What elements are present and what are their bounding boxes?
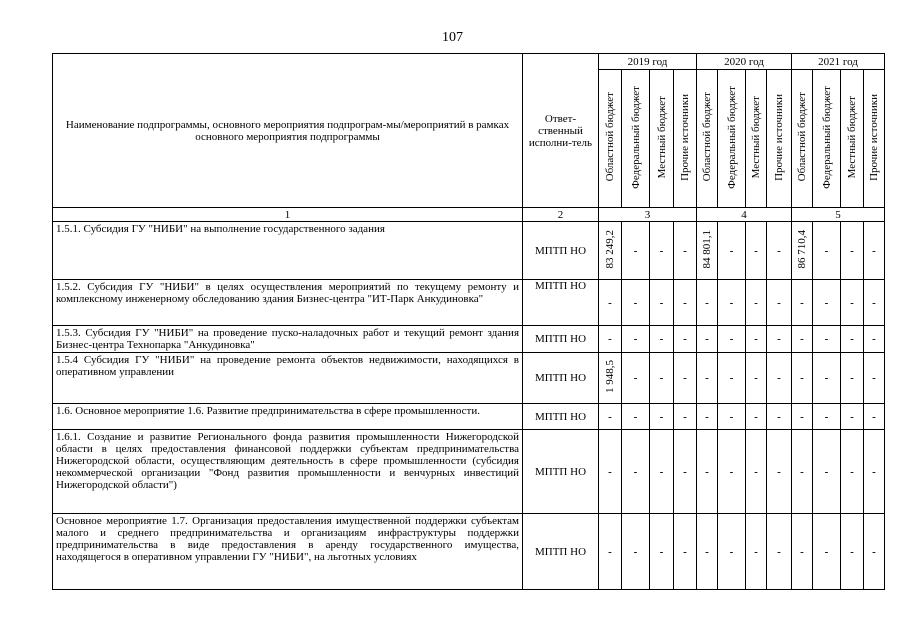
- header-source-label: Федеральный бюджет: [820, 85, 833, 189]
- header-source-label: Местный бюджет: [846, 95, 858, 179]
- value-text: -: [729, 545, 734, 558]
- value-text: -: [659, 296, 664, 309]
- row-value: [813, 353, 841, 404]
- row-value: [599, 430, 622, 514]
- header-source-2-3: [746, 70, 767, 208]
- column-number-5: 5: [792, 208, 885, 222]
- value-text: -: [850, 296, 854, 309]
- row-value: [622, 514, 650, 590]
- row-value: [674, 514, 697, 590]
- header-source-3-4: [864, 70, 885, 208]
- row-value: [650, 514, 674, 590]
- value-text: -: [633, 410, 638, 423]
- row-value: [674, 326, 697, 353]
- value-text: -: [705, 545, 709, 558]
- row-value: [650, 326, 674, 353]
- header-source-label: Прочие источники: [868, 93, 880, 181]
- value-text: -: [633, 333, 638, 345]
- row-value: [864, 353, 885, 404]
- table-row: [53, 353, 885, 404]
- row-value: [792, 514, 813, 590]
- value-text: -: [800, 465, 804, 478]
- row-responsible: МПТП НО: [523, 222, 599, 280]
- row-value: [622, 222, 650, 280]
- row-value: [841, 353, 864, 404]
- header-source-label: Местный бюджет: [655, 95, 668, 179]
- row-name: 1.5.3. Субсидия ГУ "НИБИ" на проведение пуско-наладочных работ и текущий ремонт здания Бизнес-центра Технопарка "Анкудиновка": [53, 326, 523, 353]
- row-value: [792, 222, 813, 280]
- row-value: [864, 404, 885, 430]
- value-text: -: [754, 410, 758, 423]
- header-year-2020: 2020 год: [697, 54, 792, 70]
- row-value: [792, 353, 813, 404]
- value-text: -: [824, 465, 829, 478]
- table-row: [53, 280, 885, 326]
- value-text: -: [608, 410, 612, 423]
- value-text: -: [729, 333, 734, 345]
- row-value: [841, 404, 864, 430]
- header-source-1-2: [622, 70, 650, 208]
- value-text: -: [633, 296, 638, 309]
- row-value: [767, 222, 792, 280]
- row-value: [599, 514, 622, 590]
- value-text: -: [872, 244, 876, 257]
- row-value: [697, 430, 718, 514]
- value-text: -: [777, 372, 781, 384]
- row-value: [813, 280, 841, 326]
- column-number-2: 2: [523, 208, 599, 222]
- row-value: [622, 353, 650, 404]
- row-value: [718, 404, 746, 430]
- header-year-2019: 2019 год: [599, 54, 697, 70]
- value-text: -: [633, 372, 638, 384]
- row-value: [650, 353, 674, 404]
- header-column-numbers-row: [53, 208, 885, 222]
- value-text: -: [777, 296, 781, 309]
- table-row: [53, 222, 885, 280]
- value-text: -: [800, 410, 804, 423]
- row-value: [767, 430, 792, 514]
- row-responsible: МПТП НО: [523, 404, 599, 430]
- row-value: [599, 280, 622, 326]
- value-text: -: [777, 545, 781, 558]
- row-responsible: МПТП НО: [523, 280, 599, 326]
- value-text: -: [659, 545, 664, 558]
- value-text: -: [800, 296, 804, 309]
- header-name-column: Наименование подпрограммы, основного мероприятия подпрограм-мы/мероприятий в рамках основного мероприятия подпрограммы: [53, 54, 523, 208]
- row-value: [767, 404, 792, 430]
- row-value: [650, 280, 674, 326]
- row-value: [674, 222, 697, 280]
- value-text: -: [872, 410, 876, 423]
- value-text: -: [729, 372, 734, 384]
- row-value: [841, 280, 864, 326]
- header-source-3-3: [841, 70, 864, 208]
- row-value: [674, 353, 697, 404]
- row-value: [864, 326, 885, 353]
- value-text: -: [824, 244, 829, 257]
- value-text: -: [824, 545, 829, 558]
- header-source-1-4: [674, 70, 697, 208]
- row-name: 1.5.1. Субсидия ГУ "НИБИ" на выполнение государственного задания: [53, 222, 523, 280]
- row-value: [813, 514, 841, 590]
- row-value: [813, 430, 841, 514]
- header-source-label: Областной бюджет: [701, 92, 713, 182]
- row-value: [622, 404, 650, 430]
- row-value: [622, 430, 650, 514]
- value-text: 84 801,1: [701, 229, 713, 269]
- value-text: 83 249,2: [604, 229, 616, 269]
- row-value: [697, 404, 718, 430]
- row-value: [622, 280, 650, 326]
- value-text: -: [754, 545, 758, 558]
- table-row: [53, 430, 885, 514]
- row-value: [697, 222, 718, 280]
- value-text: -: [683, 333, 687, 345]
- row-value: [864, 280, 885, 326]
- row-value: [767, 353, 792, 404]
- value-text: -: [659, 244, 664, 257]
- value-text: -: [659, 465, 664, 478]
- row-value: [674, 404, 697, 430]
- header-source-label: Прочие источники: [679, 93, 691, 181]
- header-responsible-column: Ответ-ственный исполни-тель: [523, 54, 599, 208]
- row-value: [864, 430, 885, 514]
- value-text: -: [777, 465, 781, 478]
- row-value: [813, 326, 841, 353]
- value-text: -: [729, 244, 734, 257]
- row-value: [697, 514, 718, 590]
- table-row: [53, 326, 885, 353]
- value-text: -: [659, 333, 664, 345]
- value-text: -: [850, 465, 854, 478]
- value-text: -: [754, 296, 758, 309]
- value-text: -: [633, 465, 638, 478]
- value-text: -: [729, 465, 734, 478]
- row-value: [792, 404, 813, 430]
- row-value: [718, 280, 746, 326]
- value-text: -: [683, 410, 687, 423]
- row-value: [718, 326, 746, 353]
- page-number: 107: [442, 30, 463, 45]
- row-value: [841, 430, 864, 514]
- row-value: [622, 326, 650, 353]
- row-value: [792, 326, 813, 353]
- row-value: [746, 430, 767, 514]
- row-value: [718, 430, 746, 514]
- value-text: -: [777, 333, 781, 345]
- row-value: [599, 353, 622, 404]
- table-row: [53, 404, 885, 430]
- row-name: 1.6.1. Создание и развитие Регионального фонда развития промышленности Нижегородской области в целях предоставления финансовой поддержки субъектам предпринимательства Нижегородской области, осуществляющим деятельность в сфере промышленности (субсидия некоммерческой организации "Фонд развития промышленности и венчурных инвестиций Нижегородской области"): [53, 430, 523, 514]
- row-value: [718, 222, 746, 280]
- value-text: 1 948,5: [604, 360, 616, 393]
- row-value: [746, 514, 767, 590]
- row-value: [674, 280, 697, 326]
- row-value: [746, 353, 767, 404]
- value-text: -: [850, 372, 854, 384]
- value-text: -: [800, 333, 804, 345]
- header-source-2-1: [697, 70, 718, 208]
- header-source-3-2: [813, 70, 841, 208]
- value-text: -: [850, 545, 854, 558]
- value-text: -: [633, 244, 638, 257]
- value-text: -: [872, 333, 876, 345]
- header-source-label: Областной бюджет: [796, 92, 808, 182]
- row-value: [841, 326, 864, 353]
- header-source-label: Областной бюджет: [604, 92, 616, 182]
- row-value: [792, 430, 813, 514]
- value-text: -: [683, 296, 687, 309]
- row-value: [864, 222, 885, 280]
- value-text: -: [754, 465, 758, 478]
- value-text: -: [659, 372, 664, 384]
- header-source-2-4: [767, 70, 792, 208]
- row-name: 1.5.4 Субсидия ГУ "НИБИ" на проведение ремонта объектов недвижимости, находящихся в оперативном управлении: [53, 353, 523, 404]
- header-source-label: Федеральный бюджет: [725, 85, 738, 189]
- row-value: [697, 326, 718, 353]
- value-text: -: [800, 372, 804, 384]
- row-value: [746, 326, 767, 353]
- value-text: -: [777, 410, 781, 423]
- row-value: [650, 404, 674, 430]
- value-text: -: [872, 372, 876, 384]
- value-text: -: [683, 545, 687, 558]
- value-text: -: [729, 410, 734, 423]
- row-value: [697, 353, 718, 404]
- row-value: [674, 430, 697, 514]
- row-value: [841, 222, 864, 280]
- row-responsible: МПТП НО: [523, 353, 599, 404]
- row-value: [650, 222, 674, 280]
- row-responsible: МПТП НО: [523, 430, 599, 514]
- value-text: -: [777, 244, 781, 257]
- value-text: -: [824, 333, 829, 345]
- column-number-4: 4: [697, 208, 792, 222]
- value-text: -: [705, 372, 709, 384]
- value-text: -: [705, 296, 709, 309]
- row-value: [813, 404, 841, 430]
- value-text: -: [705, 333, 709, 345]
- value-text: -: [872, 296, 876, 309]
- value-text: -: [633, 545, 638, 558]
- row-value: [767, 280, 792, 326]
- row-value: [841, 514, 864, 590]
- value-text: -: [872, 465, 876, 478]
- header-source-label: Прочие источники: [773, 93, 785, 181]
- value-text: -: [800, 545, 804, 558]
- value-text: -: [754, 333, 758, 345]
- value-text: -: [608, 465, 612, 478]
- row-responsible: МПТП НО: [523, 514, 599, 590]
- row-value: [767, 326, 792, 353]
- row-value: [746, 222, 767, 280]
- header-source-1-3: [650, 70, 674, 208]
- row-value: [650, 430, 674, 514]
- row-value: [792, 280, 813, 326]
- column-number-1: 1: [53, 208, 523, 222]
- value-text: 86 710,4: [796, 229, 808, 269]
- value-text: -: [850, 410, 854, 423]
- value-text: -: [850, 244, 854, 257]
- value-text: -: [683, 244, 687, 257]
- row-value: [718, 514, 746, 590]
- row-name: 1.6. Основное мероприятие 1.6. Развитие предпринимательства в сфере промышленности.: [53, 404, 523, 430]
- value-text: -: [608, 545, 612, 558]
- value-text: -: [659, 410, 664, 423]
- row-value: [864, 514, 885, 590]
- value-text: -: [705, 465, 709, 478]
- value-text: -: [824, 296, 829, 309]
- header-source-1-1: [599, 70, 622, 208]
- row-value: [718, 353, 746, 404]
- column-number-3: 3: [599, 208, 697, 222]
- budget-table: [52, 53, 885, 590]
- value-text: -: [754, 244, 758, 257]
- value-text: -: [824, 372, 829, 384]
- value-text: -: [824, 410, 829, 423]
- value-text: -: [872, 545, 876, 558]
- header-year-2021: 2021 год: [792, 54, 885, 70]
- value-text: -: [683, 372, 687, 384]
- header-source-3-1: [792, 70, 813, 208]
- row-value: [746, 280, 767, 326]
- row-value: [697, 280, 718, 326]
- row-value: [767, 514, 792, 590]
- header-source-2-2: [718, 70, 746, 208]
- value-text: -: [683, 465, 687, 478]
- value-text: -: [754, 372, 758, 384]
- value-text: -: [608, 333, 612, 345]
- row-value: [599, 404, 622, 430]
- header-source-label: Местный бюджет: [750, 95, 762, 179]
- table-row: [53, 514, 885, 590]
- header-source-label: Федеральный бюджет: [629, 85, 642, 189]
- row-name: 1.5.2. Субсидия ГУ "НИБИ" в целях осуществления мероприятий по текущему ремонту и комплексному инженерному обследованию здания Бизнес-центра "ИТ-Парк Анкудиновка": [53, 280, 523, 326]
- value-text: -: [850, 333, 854, 345]
- value-text: -: [608, 296, 612, 309]
- row-value: [746, 404, 767, 430]
- value-text: -: [729, 296, 734, 309]
- value-text: -: [705, 410, 709, 423]
- row-name: Основное мероприятие 1.7. Организация предоставления имущественной поддержки субъектам малого и среднего предпринимательства и организациям инфраструктуры поддержки предпринимательства в виде предоставления в аренду государственного имущества, находящегося в оперативном управлении ГУ "НИБИ", на льготных условиях: [53, 514, 523, 590]
- row-value: [813, 222, 841, 280]
- row-value: [599, 222, 622, 280]
- row-responsible: МПТП НО: [523, 326, 599, 353]
- row-value: [599, 326, 622, 353]
